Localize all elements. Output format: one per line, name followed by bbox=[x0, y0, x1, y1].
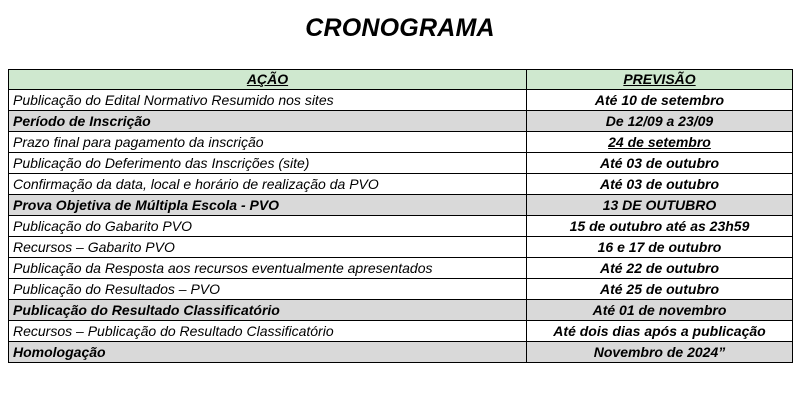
row-previsao: Novembro de 2024” bbox=[527, 342, 793, 363]
table-row bbox=[9, 321, 793, 342]
header-previsao: PREVISÃO bbox=[527, 70, 793, 90]
table-row bbox=[9, 237, 793, 258]
row-acao: Publicação do Resultados – PVO bbox=[9, 279, 527, 300]
row-previsao: Até 10 de setembro bbox=[527, 90, 793, 111]
row-previsao: Até 22 de outubro bbox=[527, 258, 793, 279]
row-acao: Prova Objetiva de Múltipla Escola - PVO bbox=[9, 195, 527, 216]
row-acao: Homologação bbox=[9, 342, 527, 363]
row-acao: Publicação da Resposta aos recursos eventualmente apresentados bbox=[9, 258, 527, 279]
row-acao: Publicação do Edital Normativo Resumido nos sites bbox=[9, 90, 527, 111]
row-previsao: Até 03 de outubro bbox=[527, 174, 793, 195]
table-row bbox=[9, 90, 793, 111]
table-row bbox=[9, 279, 793, 300]
table-row bbox=[9, 174, 793, 195]
row-acao: Recursos – Publicação do Resultado Classificatório bbox=[9, 321, 527, 342]
row-acao: Confirmação da data, local e horário de realização da PVO bbox=[9, 174, 527, 195]
row-acao: Prazo final para pagamento da inscrição bbox=[9, 132, 527, 153]
table-row bbox=[9, 153, 793, 174]
row-previsao: 15 de outubro até as 23h59 bbox=[527, 216, 793, 237]
table-row bbox=[9, 195, 793, 216]
table-row bbox=[9, 342, 793, 363]
table-row bbox=[9, 132, 793, 153]
header-acao: AÇÃO bbox=[9, 70, 527, 90]
table-row bbox=[9, 111, 793, 132]
row-previsao: 13 DE OUTUBRO bbox=[527, 195, 793, 216]
row-acao: Publicação do Gabarito PVO bbox=[9, 216, 527, 237]
row-previsao: Até 25 de outubro bbox=[527, 279, 793, 300]
row-acao: Publicação do Resultado Classificatório bbox=[9, 300, 527, 321]
row-acao: Recursos – Gabarito PVO bbox=[9, 237, 527, 258]
row-previsao: De 12/09 a 23/09 bbox=[527, 111, 793, 132]
row-previsao: Até 03 de outubro bbox=[527, 153, 793, 174]
table-header-row bbox=[9, 70, 793, 90]
schedule-table bbox=[8, 69, 793, 363]
row-acao: Publicação do Deferimento das Inscrições (site) bbox=[9, 153, 527, 174]
table-row bbox=[9, 300, 793, 321]
row-previsao: Até dois dias após a publicação bbox=[527, 321, 793, 342]
page-title: CRONOGRAMA bbox=[305, 14, 495, 42]
table-row bbox=[9, 216, 793, 237]
row-previsao: 24 de setembro bbox=[527, 132, 793, 153]
table-row bbox=[9, 258, 793, 279]
row-acao: Período de Inscrição bbox=[9, 111, 527, 132]
row-previsao: 16 e 17 de outubro bbox=[527, 237, 793, 258]
row-previsao: Até 01 de novembro bbox=[527, 300, 793, 321]
